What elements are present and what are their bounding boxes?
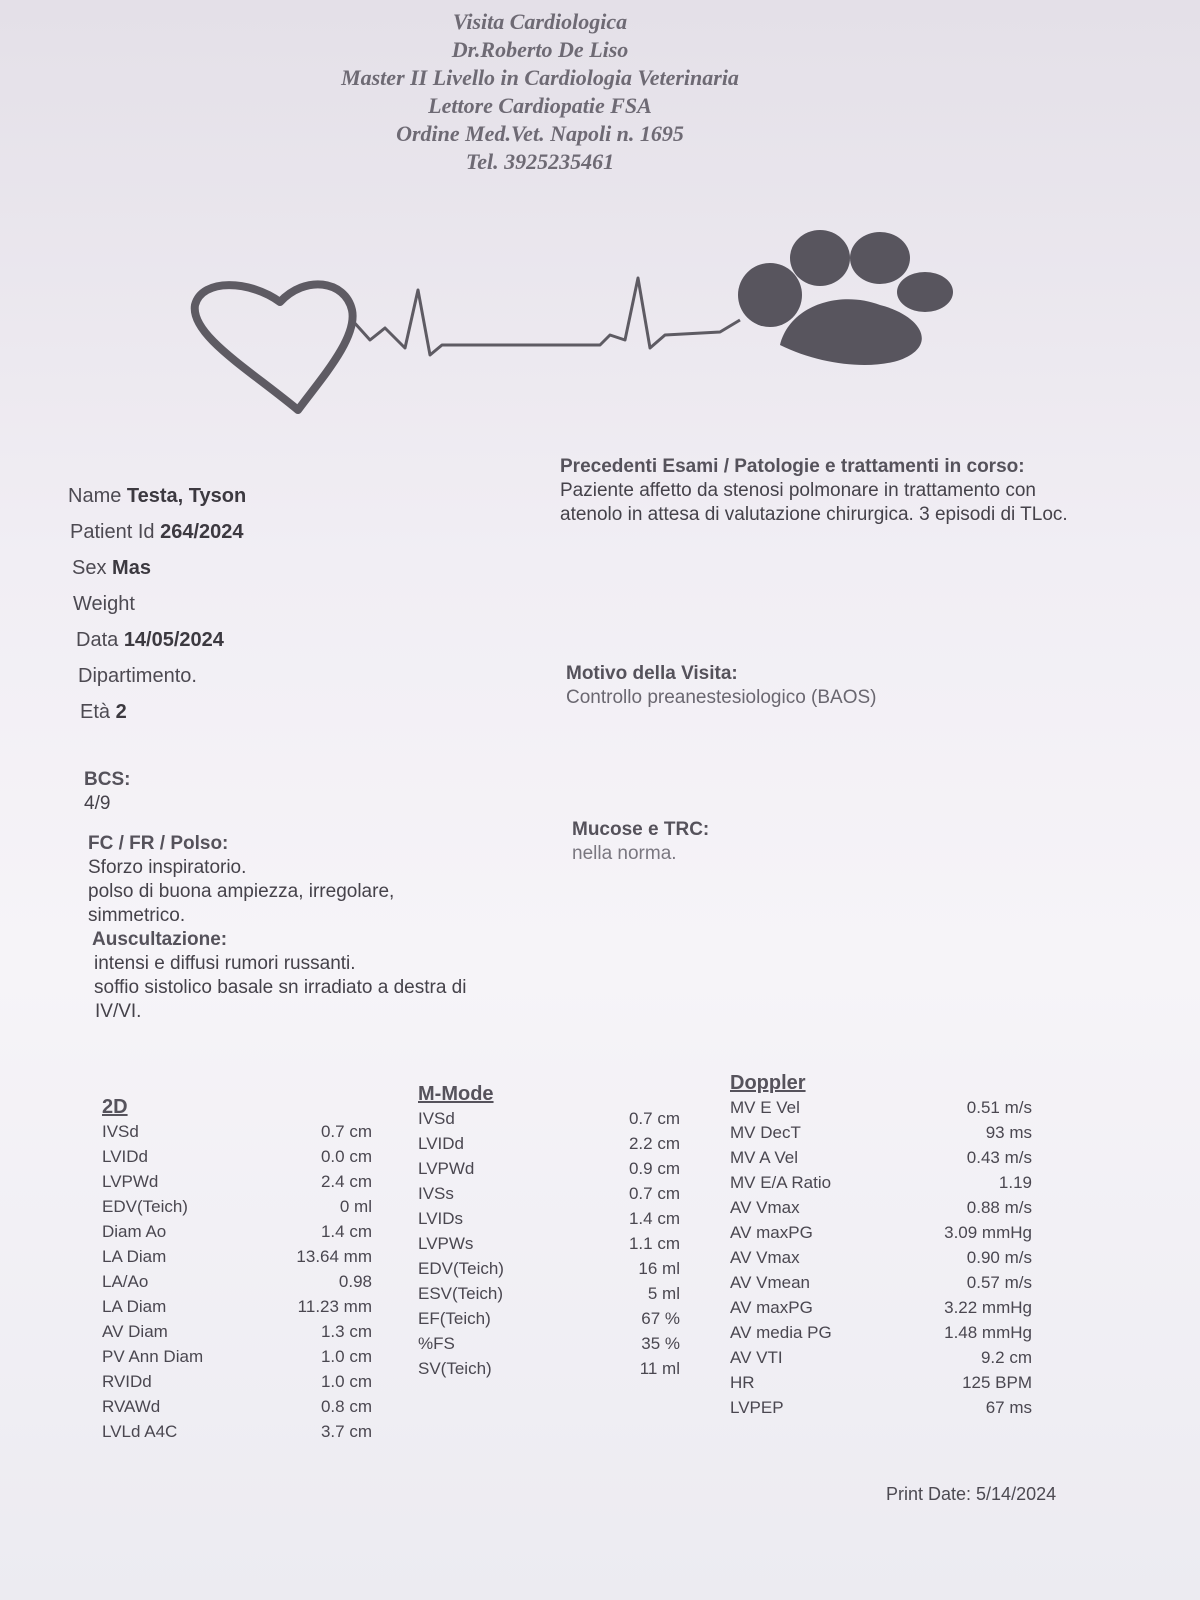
measurement-row [730, 1370, 1032, 1395]
fc-heading: FC / FR / Polso: [88, 833, 229, 854]
measurement-label: LVPWd [102, 1172, 159, 1191]
measurement-value: 1.0 cm [320, 1372, 372, 1391]
measurement-label: LVPWs [418, 1234, 474, 1253]
measurement-label: %FS [418, 1334, 455, 1353]
measurement-row [730, 1245, 1032, 1270]
measurement-row [730, 1120, 1032, 1145]
auscultation-line-3: IV/VI. [95, 1001, 142, 1022]
patient-name-value: Testa, Tyson [126, 485, 247, 507]
letterhead-role: Lettore Cardiopatie FSA [428, 93, 652, 118]
patient-date-row [68, 622, 246, 658]
measurement-value: 1.48 mmHg [944, 1323, 1032, 1342]
measurement-value: 0.8 cm [320, 1397, 372, 1416]
measurement-row [730, 1270, 1032, 1295]
letterhead-title: Visita Cardiologica [452, 9, 628, 34]
measurement-label: HR [730, 1373, 755, 1392]
measurement-label: LVLd A4C [102, 1422, 178, 1441]
measurement-row [102, 1319, 372, 1344]
measurement-label: AV VTI [730, 1348, 783, 1367]
measurement-row [730, 1320, 1032, 1345]
patient-weight-row [68, 586, 246, 622]
measurement-row [418, 1281, 680, 1306]
measurement-row [102, 1244, 372, 1269]
measurement-value: 9.2 cm [980, 1348, 1032, 1367]
mucose-heading: Mucose e TRC: [572, 819, 710, 840]
measurement-row [102, 1344, 372, 1369]
measurement-row [730, 1145, 1032, 1170]
measurements-doppler-rows [730, 1095, 1032, 1420]
measurement-label: LVPEP [730, 1398, 784, 1417]
patient-name-label: Name [68, 485, 122, 507]
bcs-section [84, 768, 384, 816]
patient-age-label: Età [80, 701, 111, 723]
measurement-value: 13.64 mm [296, 1247, 372, 1266]
measurement-row [102, 1294, 372, 1319]
mucose-section [572, 818, 972, 866]
patient-sex-row [68, 550, 246, 586]
measurement-value: 0.51 m/s [966, 1098, 1032, 1117]
measurement-row [102, 1394, 372, 1419]
measurements-2d-title: 2D [102, 1096, 128, 1118]
measurement-row [102, 1419, 372, 1444]
letterhead-phone: Tel. 3925235461 [465, 149, 615, 174]
measurement-label: IVSd [418, 1109, 455, 1128]
measurement-label: IVSd [102, 1122, 139, 1141]
measurement-label: AV Diam [102, 1322, 168, 1341]
measurement-label: AV maxPG [730, 1298, 813, 1317]
measurement-label: LVIDd [102, 1147, 148, 1166]
clinical-exam-section [88, 832, 568, 1024]
patient-age-value: 2 [115, 701, 127, 723]
measurement-label: LA Diam [102, 1297, 167, 1316]
patient-sex-label: Sex [72, 557, 107, 579]
measurement-row [730, 1295, 1032, 1320]
measurement-row [418, 1231, 680, 1256]
bcs-heading: BCS: [84, 769, 131, 790]
measurement-value: 5 ml [647, 1284, 680, 1303]
measurement-row [730, 1170, 1032, 1195]
measurement-value: 1.1 cm [628, 1234, 680, 1253]
patient-dept-row [68, 658, 246, 694]
measurement-label: AV Vmax [730, 1198, 800, 1217]
measurement-value: 1.0 cm [320, 1347, 372, 1366]
measurement-row [418, 1331, 680, 1356]
auscultation-line-1: intensi e diffusi rumori russanti. [94, 953, 356, 974]
measurement-value: 3.7 cm [320, 1422, 372, 1441]
measurement-row [730, 1395, 1032, 1420]
measurement-value: 2.4 cm [320, 1172, 372, 1191]
measurement-value: 0.7 cm [320, 1122, 372, 1141]
measurement-label: Diam Ao [102, 1222, 167, 1241]
previous-exams-text: Paziente affetto da stenosi polmonare in trattamento con atenolo in attesa di valutazione chirurgica. 3 episodi di TLoc. [560, 480, 1068, 525]
patient-id-label: Patient Id [70, 521, 155, 543]
measurement-label: LA/Ao [102, 1272, 149, 1291]
patient-info [68, 478, 246, 730]
patient-id-value: 264/2024 [160, 521, 244, 543]
letterhead-doctor: Dr.Roberto De Liso [451, 37, 629, 62]
patient-weight-label: Weight [73, 593, 135, 615]
measurement-row [102, 1219, 372, 1244]
measurement-label: AV maxPG [730, 1223, 813, 1242]
fc-line-2: polso di buona ampiezza, irregolare, [88, 881, 395, 902]
measurement-row [102, 1369, 372, 1394]
measurement-label: MV E/A Ratio [730, 1173, 832, 1192]
letterhead-registration: Ordine Med.Vet. Napoli n. 1695 [396, 121, 684, 146]
measurement-label: ESV(Teich) [418, 1284, 504, 1303]
measurement-value: 67 % [641, 1309, 680, 1328]
measurement-row [730, 1220, 1032, 1245]
visit-reason-heading: Motivo della Visita: [566, 663, 738, 684]
measurement-label: LA Diam [102, 1247, 167, 1266]
measurement-value: 0 ml [339, 1197, 372, 1216]
measurement-row [730, 1345, 1032, 1370]
measurement-value: 0.7 cm [628, 1109, 680, 1128]
measurement-value: 35 % [641, 1334, 680, 1353]
measurement-value: 0.57 m/s [966, 1273, 1032, 1292]
measurement-value: 1.3 cm [320, 1322, 372, 1341]
measurement-row [418, 1206, 680, 1231]
measurement-row [102, 1269, 372, 1294]
measurement-row [418, 1356, 680, 1381]
auscultation-line-2: soffio sistolico basale sn irradiato a destra di [94, 977, 467, 998]
measurement-label: EF(Teich) [418, 1309, 491, 1328]
measurement-label: LVIDs [418, 1209, 464, 1228]
measurements-mmode-rows [418, 1106, 680, 1381]
measurement-value: 125 BPM [962, 1373, 1032, 1392]
measurement-value: 0.9 cm [628, 1159, 680, 1178]
measurement-value: 1.19 [998, 1173, 1032, 1192]
measurement-value: 67 ms [985, 1398, 1032, 1417]
measurements-2d [102, 1096, 372, 1444]
measurement-value: 0.90 m/s [966, 1248, 1032, 1267]
measurement-value: 1.4 cm [320, 1222, 372, 1241]
fc-line-3: simmetrico. [88, 905, 186, 926]
measurement-value: 0.88 m/s [966, 1198, 1032, 1217]
measurements-doppler [730, 1072, 1032, 1420]
measurements-mmode [418, 1083, 680, 1381]
measurement-label: RVAWd [102, 1397, 161, 1416]
print-date: Print Date: 5/14/2024 [886, 1484, 1057, 1504]
fc-line-1: Sforzo inspiratorio. [88, 857, 247, 878]
measurement-value: 1.4 cm [628, 1209, 680, 1228]
measurement-row [730, 1195, 1032, 1220]
measurement-value: 11.23 mm [297, 1297, 372, 1316]
measurement-label: AV media PG [730, 1323, 832, 1342]
auscultation-heading: Auscultazione: [92, 929, 228, 950]
patient-date-label: Data [76, 629, 119, 651]
patient-id-row [68, 514, 246, 550]
measurement-row [418, 1306, 680, 1331]
letterhead [0, 8, 1080, 176]
measurement-value: 0.7 cm [628, 1184, 680, 1203]
measurement-label: LVPWd [418, 1159, 475, 1178]
patient-age-row [68, 694, 246, 730]
measurements-2d-rows [102, 1119, 372, 1444]
visit-reason-text: Controllo preanestesiologico (BAOS) [566, 687, 877, 708]
measurement-value: 3.09 mmHg [944, 1223, 1032, 1242]
measurement-value: 3.22 mmHg [944, 1298, 1032, 1317]
patient-sex-value: Mas [112, 557, 151, 579]
measurement-value: 16 ml [638, 1259, 680, 1278]
previous-exams-heading: Precedenti Esami / Patologie e trattamenti in corso: [560, 456, 1025, 477]
previous-exams-section [560, 455, 1080, 527]
measurement-row [418, 1106, 680, 1131]
measurements-doppler-title: Doppler [730, 1072, 806, 1094]
measurement-value: 2.2 cm [628, 1134, 680, 1153]
measurement-label: PV Ann Diam [102, 1347, 204, 1366]
measurement-row [418, 1181, 680, 1206]
measurement-label: IVSs [418, 1184, 454, 1203]
measurement-row [418, 1256, 680, 1281]
patient-date-value: 14/05/2024 [123, 629, 224, 651]
measurements-mmode-title: M-Mode [418, 1083, 494, 1105]
measurement-value: 93 ms [985, 1123, 1032, 1142]
bcs-value: 4/9 [84, 793, 111, 814]
measurement-value: 0.43 m/s [966, 1148, 1032, 1167]
measurement-label: LVIDd [418, 1134, 464, 1153]
patient-dept-label: Dipartimento. [78, 665, 197, 687]
measurement-row [418, 1156, 680, 1181]
patient-name-row [68, 478, 246, 514]
letterhead-qualification: Master II Livello in Cardiologia Veterinaria [341, 65, 739, 90]
measurement-label: EDV(Teich) [418, 1259, 504, 1278]
heart-ecg-paw-logo-icon [180, 220, 980, 430]
measurement-row [102, 1119, 372, 1144]
measurement-label: MV E Vel [730, 1098, 800, 1117]
measurement-row [418, 1131, 680, 1156]
measurement-label: MV A Vel [730, 1148, 799, 1167]
mucose-text: nella norma. [572, 843, 677, 864]
measurement-value: 0.0 cm [320, 1147, 372, 1166]
measurement-row [102, 1194, 372, 1219]
measurement-label: AV Vmax [730, 1248, 800, 1267]
measurement-value: 11 ml [639, 1359, 680, 1378]
measurement-row [102, 1169, 372, 1194]
measurement-row [730, 1095, 1032, 1120]
measurement-label: EDV(Teich) [102, 1197, 188, 1216]
visit-reason-section [566, 662, 1066, 710]
measurement-label: SV(Teich) [418, 1359, 492, 1378]
measurement-label: MV DecT [730, 1123, 801, 1142]
measurement-label: AV Vmean [730, 1273, 811, 1292]
measurement-row [102, 1144, 372, 1169]
measurement-value: 0.98 [338, 1272, 372, 1291]
measurement-label: RVIDd [102, 1372, 152, 1391]
